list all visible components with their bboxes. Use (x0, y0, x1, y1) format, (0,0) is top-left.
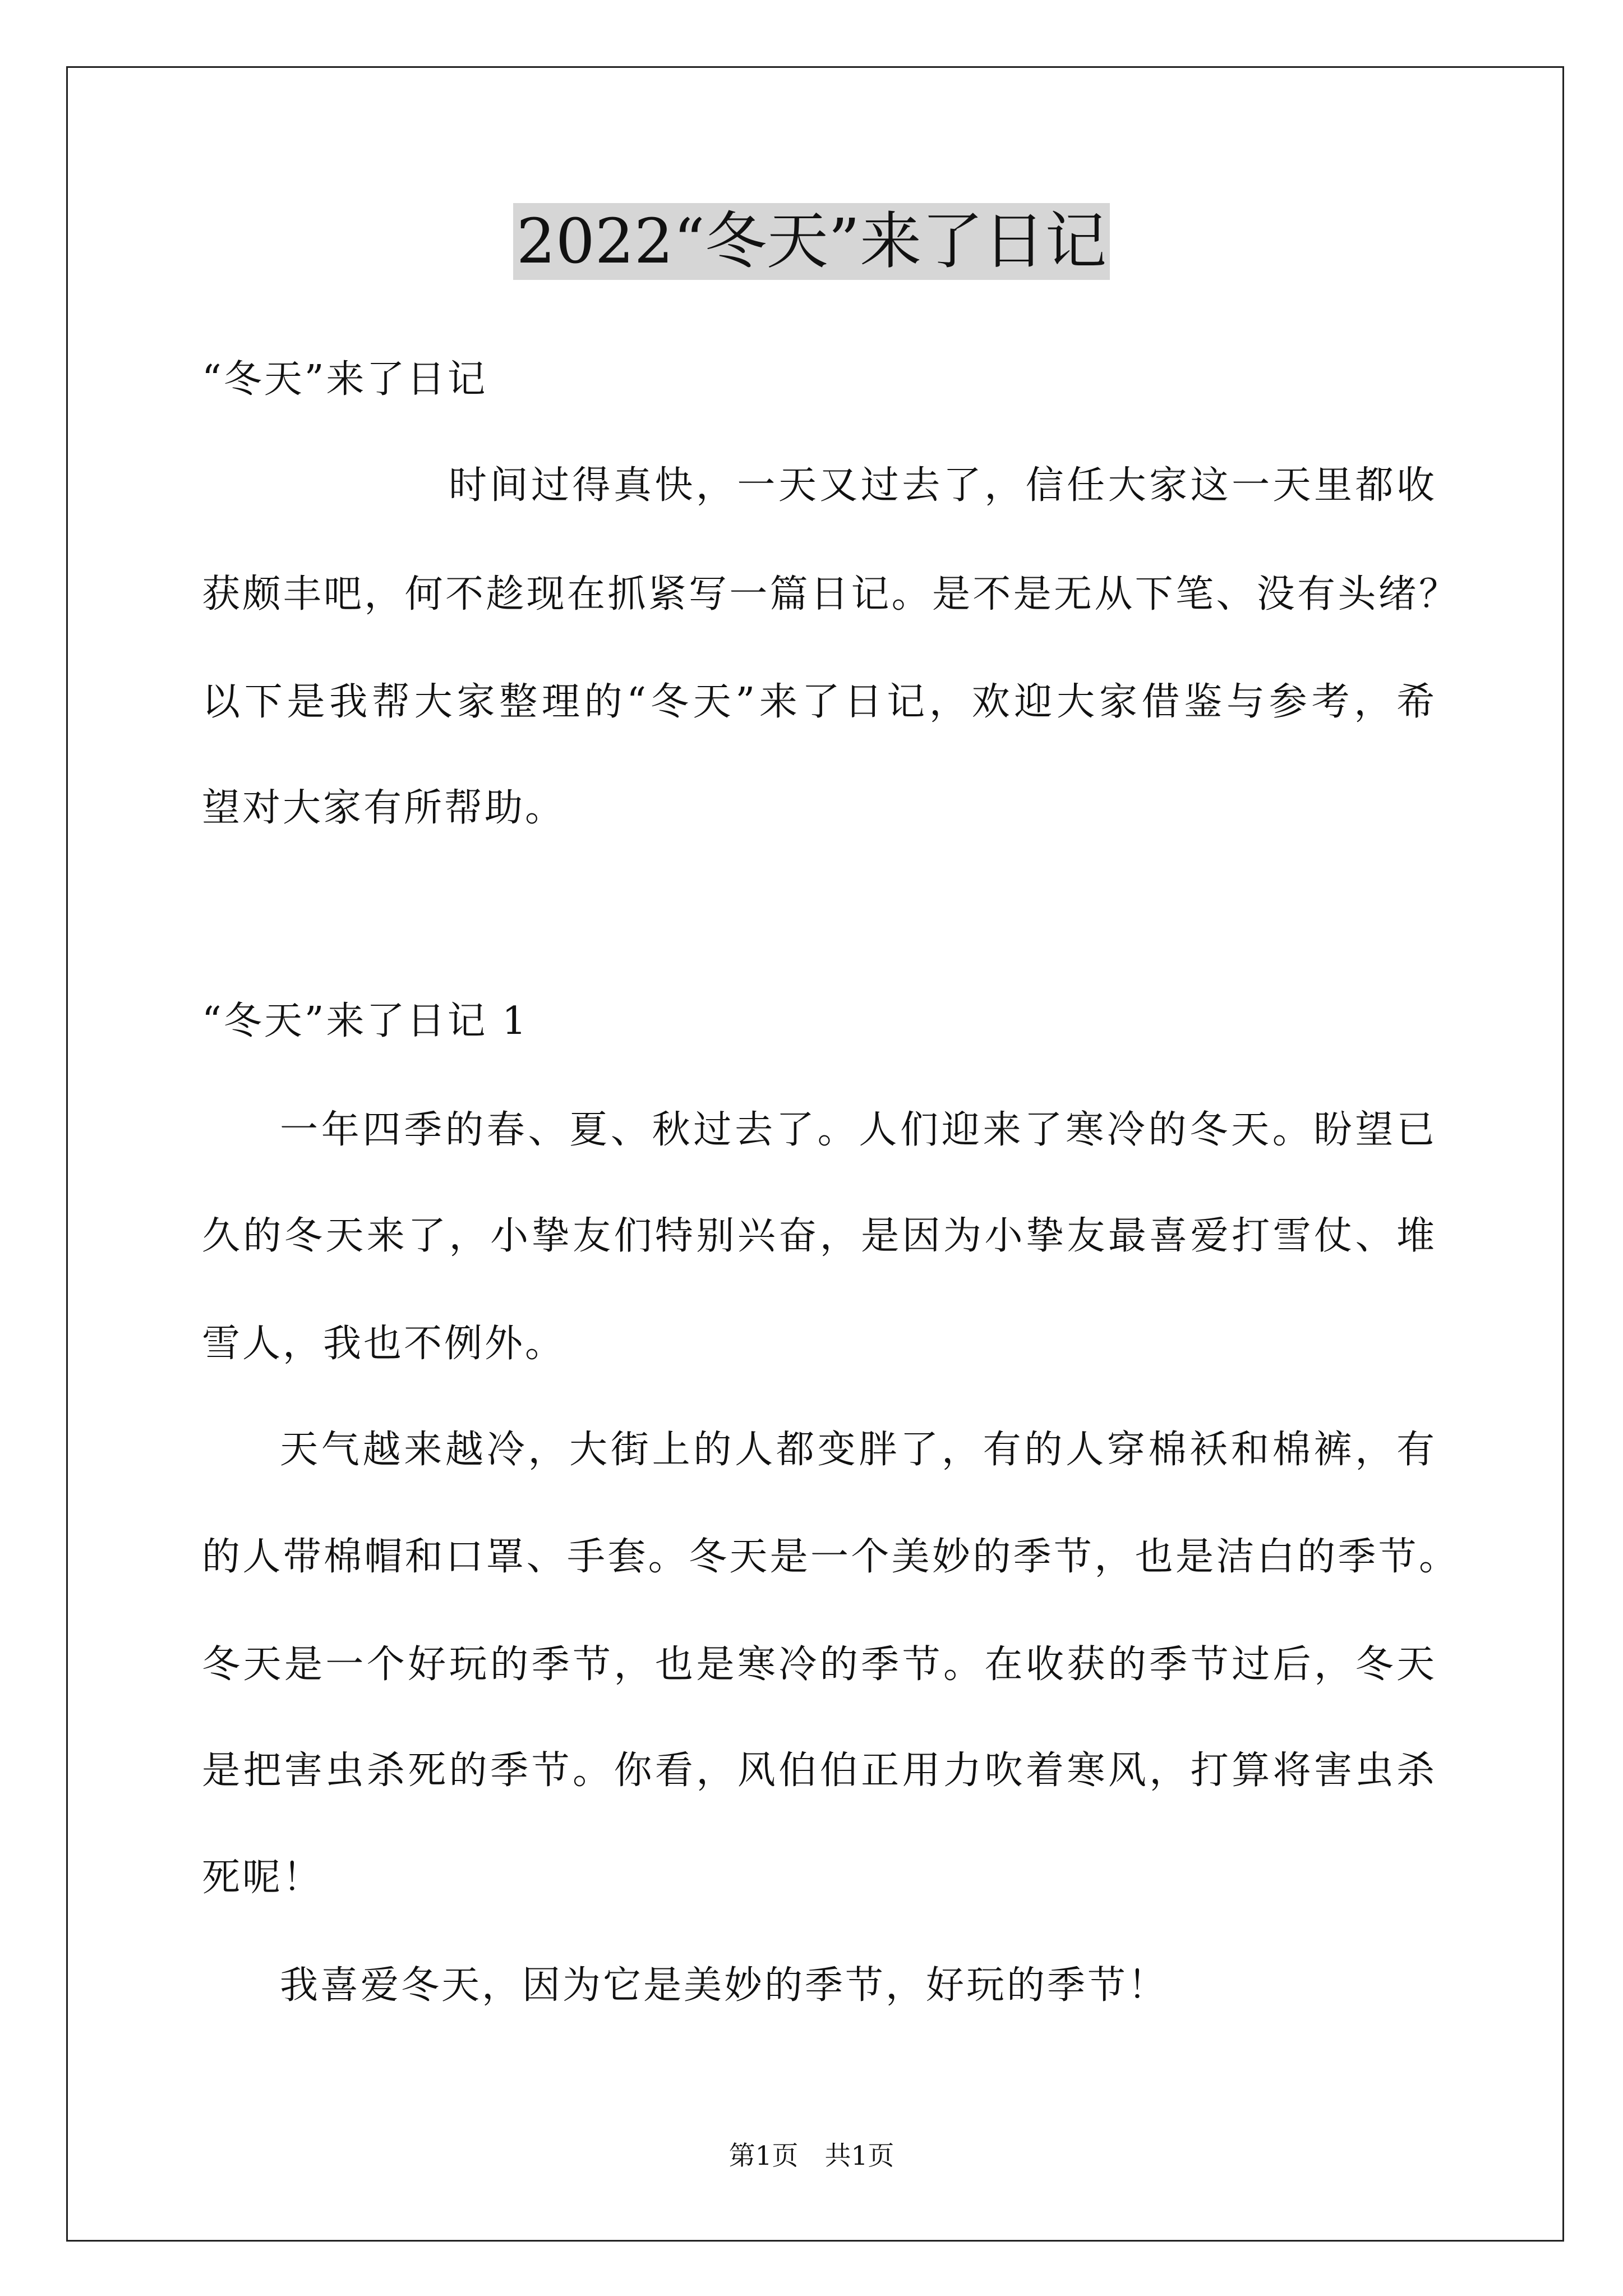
intro-line: 望对大家有所帮助。 (202, 786, 566, 830)
document-title: 2022“冬天”来了日记 (513, 203, 1110, 280)
paragraph-line: 天气越来越冷，大街上的人都变胖了，有的人穿棉袄和棉裤，有 (280, 1428, 1436, 1472)
paragraph-line: 冬天是一个好玩的季节，也是寒冷的季节。在收获的季节过后，冬天 (202, 1642, 1436, 1687)
page-number-footer: 第1页 共1页 (728, 2141, 895, 2171)
paragraph-line: 的人带棉帽和口罩、手套。冬天是一个美妙的季节，也是洁白的季节。 (202, 1535, 1458, 1579)
paragraph-line: 是把害虫杀死的季节。你看，风伯伯正用力吹着寒风，打算将害虫杀 (202, 1749, 1436, 1793)
paragraph-line: 一年四季的春、夏、秋过去了。人们迎来了寒冷的冬天。盼望已 (280, 1108, 1436, 1152)
paragraph-line: 久的冬天来了，小挚友们特别兴奋，是因为小挚友最喜爱打雪仗、堆 (202, 1214, 1436, 1258)
paragraph-line: 我喜爱冬天，因为它是美妙的季节，好玩的季节！ (280, 1963, 1169, 2008)
intro-line: 时间过得真快，一天又过去了，信任大家这一天里都收 (449, 463, 1436, 508)
intro-line: 获颇丰吧，何不趁现在抓紧写一篇日记。是不是无从下笔、没有头绪？ (202, 572, 1458, 616)
title-row (0, 203, 1623, 280)
document-heading: “冬天”来了日记 (202, 357, 488, 402)
section-heading: “冬天”来了日记 1 (202, 999, 529, 1043)
paragraph-line: 雪人，我也不例外。 (202, 1322, 566, 1366)
paragraph-line: 死呢！ (202, 1856, 324, 1900)
intro-line: 以下是我帮大家整理的“冬天”来了日记，欢迎大家借鉴与参考，希 (202, 680, 1436, 724)
